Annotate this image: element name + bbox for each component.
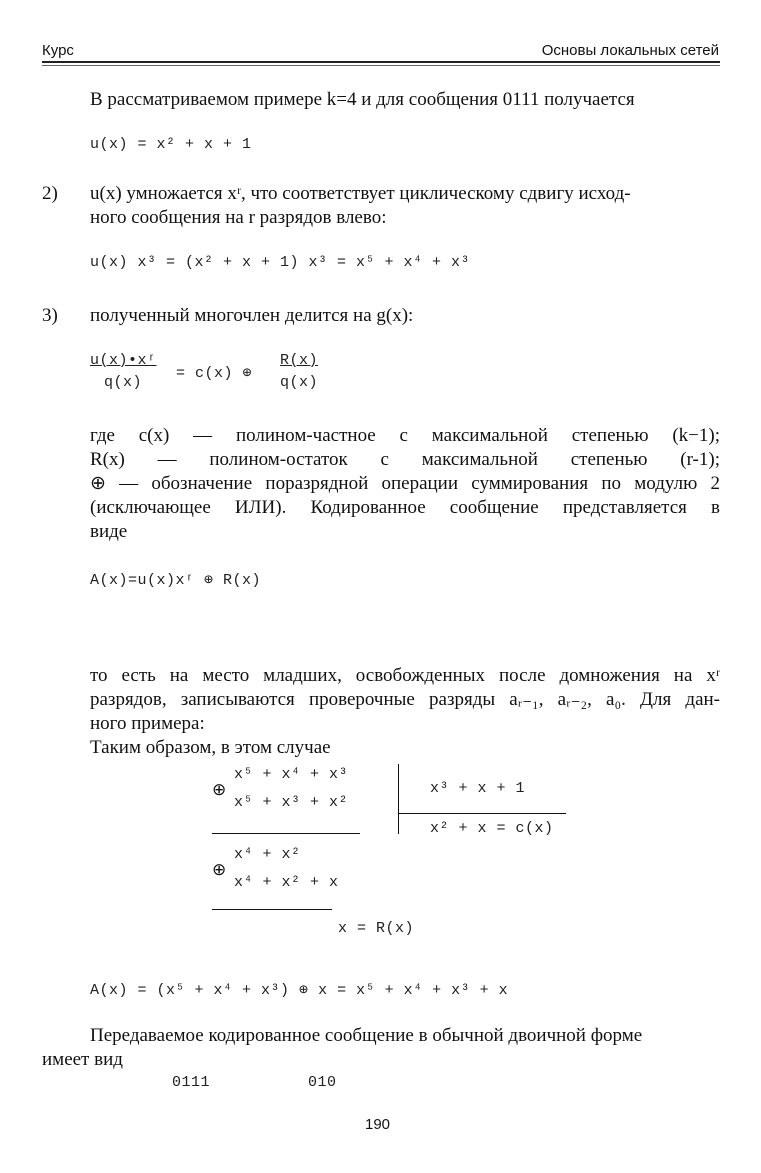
then-paragraph: [90, 664, 720, 736]
step2-line1: u(x) умножается xʳ, что соответствует циклическому сдвигу исход-: [90, 183, 631, 204]
bits-check: 010: [308, 1074, 337, 1091]
then-line-1: то есть на место младших, освобожденных после домножения на xʳ: [90, 665, 720, 686]
where-paragraph: [90, 424, 720, 544]
final-line-1: Передаваемое кодированное сообщение в обычной двоичной форме: [90, 1025, 643, 1046]
page-number: 190: [365, 1116, 391, 1133]
then-line-2: разрядов, записываются проверочные разряды aᵣ₋₁, aᵣ₋₂, a₀. Для дан-: [90, 689, 720, 710]
where-line-4: (исключающее ИЛИ). Кодированное сообщение представляется в: [90, 497, 720, 518]
header-rule-thin: [42, 65, 720, 66]
equation-multiply: u(x) x³ = (x² + x + 1) x³ = x⁵ + x⁴ + x³: [90, 254, 471, 271]
division-bracket: [398, 764, 399, 834]
fraction-numerator-1: u(x)•xʳ: [90, 352, 157, 369]
equation-u: u(x) = x² + x + 1: [90, 136, 252, 153]
then-line-3: ного примера:: [90, 713, 205, 734]
equation-A: A(x)=u(x)xʳ ⊕ R(x): [90, 572, 262, 589]
step3-number: 3): [42, 305, 58, 326]
bits-message: 0111: [172, 1074, 211, 1091]
fraction-middle: = c(x) ⊕: [176, 365, 253, 382]
division-row-1: x⁵ + x⁴ + x³: [234, 766, 349, 783]
xor-icon-2: ⊕: [212, 860, 227, 880]
xor-icon: ⊕: [212, 780, 227, 800]
division-remainder: x = R(x): [338, 920, 415, 937]
thus-line: Таким образом, в этом случае: [90, 737, 331, 758]
division-row-4: x⁴ + x² + x: [234, 874, 339, 891]
where-line-2: R(x) — полином-остаток с максимальной степенью (r-1);: [90, 449, 720, 470]
step2-number: 2): [42, 183, 58, 204]
intro-line: В рассматриваемом примере k=4 и для сообщения 0111 получается: [90, 89, 635, 110]
step2-line2: ного сообщения на r разрядов влево:: [90, 207, 387, 228]
divisor-underline: [398, 813, 566, 814]
division-line-1: [212, 833, 360, 834]
step3-line: полученный многочлен делится на g(x):: [90, 305, 414, 326]
division-row-2: x⁵ + x³ + x²: [234, 794, 349, 811]
where-line-3: ⊕ — обозначение поразрядной операции суммирования по модулю 2: [90, 473, 720, 494]
fraction-denominator-1: q(x): [104, 374, 143, 391]
header-right: Основы локальных сетей: [541, 42, 719, 59]
division-row-3: x⁴ + x²: [234, 846, 301, 863]
quotient: x² + x = c(x): [430, 820, 554, 837]
fraction-numerator-2: R(x): [280, 352, 319, 369]
fraction-denominator-2: q(x): [280, 374, 319, 391]
where-line-5: виде: [90, 521, 128, 542]
divisor: x³ + x + 1: [430, 780, 526, 797]
equation-final: A(x) = (x⁵ + x⁴ + x³) ⊕ x = x⁵ + x⁴ + x³ + x: [90, 982, 509, 999]
where-line-1: где c(x) — полином-частное с максимальной степенью (k−1);: [90, 425, 720, 446]
final-line-2: имеет вид: [42, 1049, 123, 1070]
header-rule: [42, 61, 720, 63]
division-line-2: [212, 909, 332, 910]
header-left: Курс: [42, 42, 74, 59]
